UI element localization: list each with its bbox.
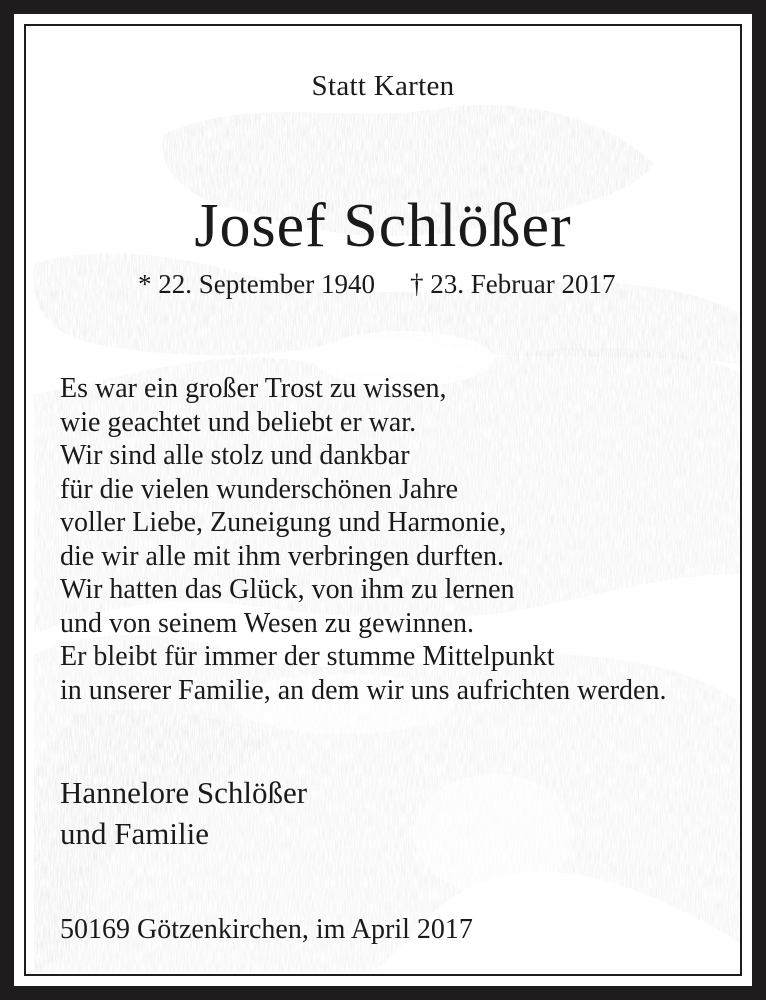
poem-line: Es war ein großer Trost zu wissen,	[60, 373, 447, 404]
poem-line: in unserer Familie, an dem wir uns aufrichten werden.	[60, 674, 667, 706]
signer-family: und Familie	[60, 816, 209, 851]
poem-line: Wir sind alle stolz und dankbar	[60, 440, 410, 471]
poem-line: Er bleibt für immer der stumme Mittelpunkt	[60, 641, 555, 672]
memorial-poem	[60, 372, 720, 707]
birth-date: * 22. September 1940	[138, 269, 375, 299]
poem-line: und von seinem Wesen zu gewinnen.	[60, 607, 475, 639]
poem-line: voller Liebe, Zuneigung und Harmonie,	[60, 507, 507, 538]
poem-line: die wir alle mit ihm verbringen durften.	[60, 540, 504, 572]
poem-line: wie geachtet und beliebt er war.	[60, 406, 417, 438]
signer-name: Hannelore Schlößer	[60, 775, 308, 810]
deceased-name: Josef Schlößer	[194, 192, 572, 260]
obituary-content	[14, 14, 752, 986]
death-date: † 23. Februar 2017	[410, 269, 616, 299]
header-statt-karten: Statt Karten	[311, 70, 455, 102]
poem-line: Wir hatten das Glück, von ihm zu lernen	[60, 574, 515, 605]
poem-line: für die vielen wunderschönen Jahre	[60, 473, 459, 505]
mourners-signature	[60, 772, 307, 854]
place-and-date: 50169 Götzenkirchen, im April 2017	[60, 914, 473, 945]
